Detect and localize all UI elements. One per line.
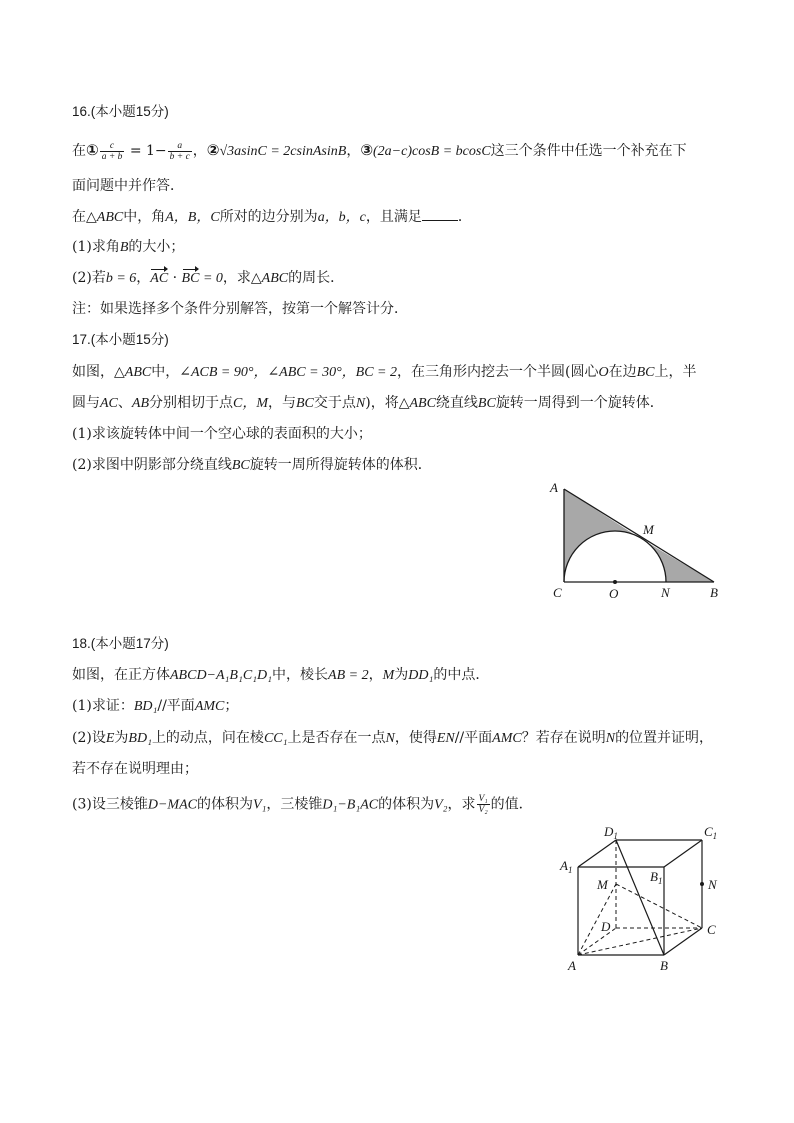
math: ABC xyxy=(409,396,436,411)
q18-line-1 xyxy=(72,665,489,686)
text: 中，棱长 xyxy=(272,667,329,683)
condition-2: √3asinC = 2csinAsinB xyxy=(219,144,347,159)
text: 上是否存在一点 xyxy=(287,730,386,746)
math: B xyxy=(119,240,129,255)
q16-conditions-line xyxy=(72,140,687,162)
text: 分别相切于点 xyxy=(149,395,233,411)
q18-part-1 xyxy=(72,696,238,717)
text: 在边 xyxy=(608,364,637,380)
label-c: C xyxy=(553,585,562,600)
text: 的中点． xyxy=(433,667,490,683)
text: (3)设三棱锥 xyxy=(72,796,148,813)
math: D₁−B₁AC xyxy=(322,797,379,813)
q18-part-2-cont: 若不存在说明理由； xyxy=(72,761,198,777)
q17-part-1: (1)求该旋转体中间一个空心球的表面积的大小； xyxy=(72,426,372,442)
text: ？若存在说明 xyxy=(521,730,606,746)
q16-header: 16.(本小题15分) xyxy=(72,104,169,119)
equation-part: = 1− xyxy=(125,143,167,159)
math: AMC xyxy=(194,699,225,714)
math: N xyxy=(605,731,616,746)
segment-mc xyxy=(616,884,702,928)
math: BC xyxy=(636,365,655,380)
math: E xyxy=(105,731,115,746)
text: 上，半 xyxy=(654,364,697,380)
math: V₁ xyxy=(252,797,267,813)
text: ，求 xyxy=(447,796,476,813)
math: ∠ACB = 90°，∠ABC = 30°，BC = 2 xyxy=(179,365,398,380)
q18-part-3 xyxy=(72,794,533,816)
math: b = 6 xyxy=(105,271,137,286)
label-m: M xyxy=(643,522,654,537)
q16-line-2: 面问题中并作答． xyxy=(72,178,184,194)
fraction-numerator: c xyxy=(100,141,125,152)
math: ABC xyxy=(96,210,124,225)
q16-part-1 xyxy=(72,237,184,258)
math: M xyxy=(382,668,395,683)
visible-edges xyxy=(578,840,702,955)
q16-note: 注：如果选择多个条件分别解答，按第一个解答计分． xyxy=(72,301,408,317)
math: ABC xyxy=(261,271,289,286)
label-a1: $A_1$ xyxy=(560,858,573,875)
q18-cube-figure xyxy=(550,820,730,980)
vector-bc: BC xyxy=(182,269,200,289)
text: 的体积为 xyxy=(196,796,253,813)
text: (1)求证： xyxy=(72,698,134,714)
text: 绕直线 xyxy=(435,395,478,411)
text: 为 xyxy=(114,730,129,746)
text: 旋转一周所得旋转体的体积． xyxy=(249,457,432,473)
text: 在△ xyxy=(72,209,97,225)
math: AC xyxy=(100,396,118,411)
label-c1: $C_1$ xyxy=(704,824,718,841)
math: V₂ xyxy=(434,797,448,813)
text: 交于点 xyxy=(313,395,356,411)
text: )，将△ xyxy=(365,395,410,411)
math: BD₁ xyxy=(128,731,152,746)
dot-operator: · xyxy=(168,270,182,286)
text: ，三棱锥 xyxy=(266,796,323,813)
label-b: B xyxy=(710,585,718,600)
math: AMC xyxy=(492,731,522,746)
label-n: N xyxy=(661,585,670,600)
text: 圆与 xyxy=(72,395,100,411)
text: 的位置并证明， xyxy=(615,730,714,746)
text: ，在三角形内挖去一个半圆(圆心 xyxy=(397,364,599,380)
text: 旋转一周得到一个旋转体． xyxy=(495,395,664,411)
label-d: D xyxy=(601,919,611,934)
text: (1)求角 xyxy=(72,239,120,255)
text: 的体积为 xyxy=(378,796,435,813)
fraction-numerator: V₁ xyxy=(478,794,488,804)
text: //平面 xyxy=(157,698,195,714)
edge-a1d1 xyxy=(578,840,616,867)
q17-line-2 xyxy=(72,393,664,414)
label-b: B xyxy=(660,958,668,973)
text: 的周长． xyxy=(288,270,345,286)
text: ， xyxy=(368,667,383,683)
label-a: A xyxy=(568,958,576,973)
text: ； xyxy=(224,698,239,714)
circled-three: ③ xyxy=(360,141,374,159)
text: 如图，△ xyxy=(72,364,125,380)
label-b1: $B_1$ xyxy=(650,869,663,886)
q17-header: 17.(本小题15分) xyxy=(72,332,169,347)
math: BC xyxy=(477,396,496,411)
math: ABCD−A₁B₁C₁D₁ xyxy=(170,668,273,683)
math: N xyxy=(355,396,366,411)
q18-part-2 xyxy=(72,728,713,749)
edge-b1c1 xyxy=(664,840,702,867)
math: = 0 xyxy=(199,271,223,286)
circled-one: ① xyxy=(86,141,99,159)
text: ，求△ xyxy=(222,270,262,286)
text: 这三个条件中任选一个补充在下 xyxy=(490,143,687,159)
text: (2)求图中阴影部分绕直线 xyxy=(72,457,232,473)
text: 的值． xyxy=(490,796,533,813)
segment-d1b xyxy=(616,840,664,955)
fraction-v1-v2 xyxy=(477,794,490,815)
math: AB = 2 xyxy=(328,668,369,683)
circled-two: ② xyxy=(206,141,220,159)
vector-ac: AC xyxy=(150,269,168,289)
center-point-o xyxy=(613,580,617,584)
fraction-denominator: b + c xyxy=(169,151,190,162)
label-n: N xyxy=(708,877,717,892)
math: a，b，c xyxy=(317,210,366,225)
text: ，使得 xyxy=(394,730,437,746)
fraction-1 xyxy=(100,141,125,162)
text: 上的动点，问在棱 xyxy=(151,730,264,746)
text: ， xyxy=(346,143,361,159)
text: 、 xyxy=(117,395,132,411)
q17-line-1 xyxy=(72,362,697,383)
math: D−MAC xyxy=(147,797,197,813)
text: 在 xyxy=(72,143,86,159)
text: 中， xyxy=(151,364,180,380)
text: 中，角 xyxy=(123,209,166,225)
text: ， xyxy=(192,143,207,159)
math: DD₁ xyxy=(408,668,434,683)
text: 的大小； xyxy=(128,239,185,255)
q16-part-2 xyxy=(72,268,344,289)
text: ，与 xyxy=(268,395,296,411)
label-o: O xyxy=(609,586,619,601)
text: 如图，在正方体 xyxy=(72,667,170,683)
math: C，M xyxy=(233,396,268,411)
label-c: C xyxy=(707,922,716,937)
text: ． xyxy=(457,209,472,225)
fraction-denominator: a + b xyxy=(101,151,123,162)
text: ，且满足 xyxy=(365,209,422,225)
answer-blank xyxy=(422,206,458,221)
fraction-2 xyxy=(168,141,192,162)
math: BC xyxy=(296,396,314,411)
point-n xyxy=(700,882,704,886)
math: BC xyxy=(231,458,250,473)
fraction-denominator: V₂ xyxy=(478,805,488,815)
math: EN xyxy=(436,731,455,746)
math: N xyxy=(385,731,395,746)
math: A，B，C xyxy=(165,210,220,225)
q18-header: 18.(本小题17分) xyxy=(72,636,169,651)
fraction-numerator: a xyxy=(168,141,192,152)
label-a: A xyxy=(550,480,558,495)
text: 为 xyxy=(394,667,409,683)
math: CC₁ xyxy=(263,731,288,746)
text: 所对的边分别为 xyxy=(219,209,318,225)
text: (2)若 xyxy=(72,270,106,286)
math: ABC xyxy=(124,365,152,380)
math: O xyxy=(598,365,609,380)
text: ， xyxy=(136,270,151,286)
math: AB xyxy=(131,396,149,411)
q17-part-2 xyxy=(72,455,432,476)
condition-3: (2a−c)cosB = bcosC xyxy=(373,144,491,159)
q17-triangle-figure xyxy=(540,475,740,605)
text: //平面 xyxy=(454,730,493,746)
q16-line-3 xyxy=(72,206,472,228)
label-d1: $D_1$ xyxy=(604,824,618,841)
math: BD₁ xyxy=(133,699,158,714)
text: (2)设 xyxy=(72,730,106,746)
label-m: M xyxy=(597,877,608,892)
